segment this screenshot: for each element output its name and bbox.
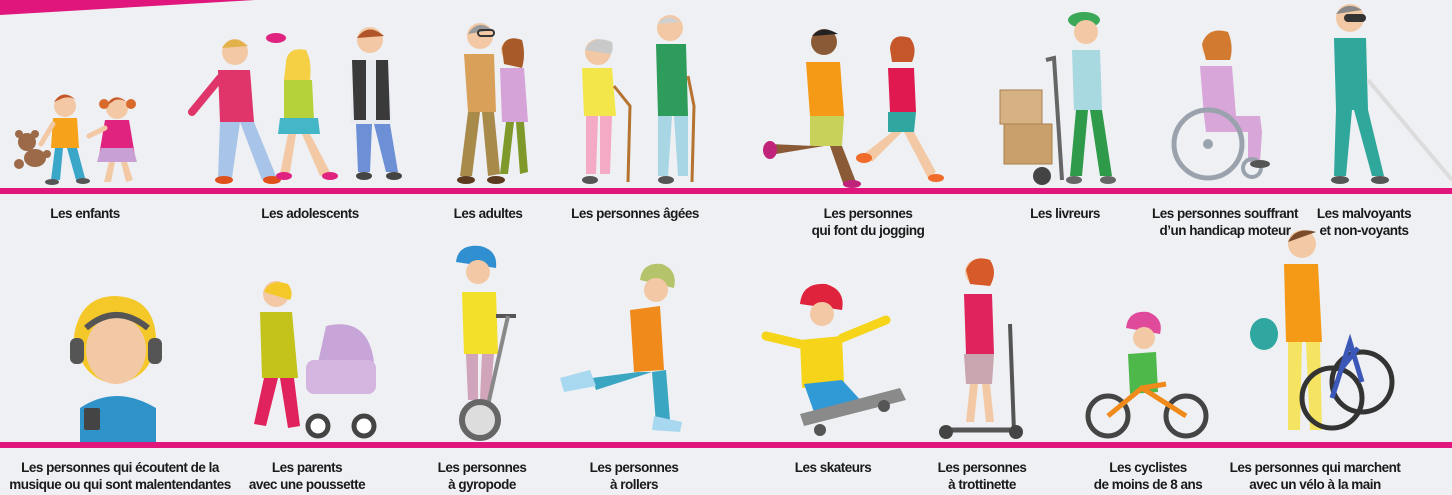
illustration-adults <box>448 14 538 188</box>
illustration-roller <box>550 260 710 442</box>
illustration-scooter <box>932 254 1032 442</box>
top-row-baseline <box>0 188 1452 194</box>
caption-adults: Les adultes <box>453 206 523 221</box>
illustration-visually-impaired <box>1310 0 1452 188</box>
caption-gyropod: Les personnes à gyropode <box>437 460 527 492</box>
caption-visually-impaired: Les malvoyants et non-voyants <box>1316 206 1412 238</box>
illustration-skater <box>760 280 910 442</box>
illustration-delivery <box>990 10 1130 188</box>
illustration-walking-bike <box>1246 222 1396 442</box>
caption-scooter: Les personnes à trottinette <box>937 460 1027 492</box>
caption-skater: Les skateurs <box>794 460 872 475</box>
illustration-joggers <box>760 22 960 188</box>
caption-delivery: Les livreurs <box>1030 206 1100 221</box>
bottom-row-baseline <box>0 442 1452 448</box>
caption-child-cyclist: Les cyclistes de moins de 8 ans <box>1093 460 1203 492</box>
caption-joggers: Les personnes qui font du jogging <box>811 206 925 238</box>
caption-teenagers: Les adolescents <box>261 206 359 221</box>
caption-headphones: Les personnes qui écoutent de la musique ou qui sont malentendantes <box>9 460 231 492</box>
illustration-children <box>5 70 165 190</box>
caption-children: Les enfants <box>50 206 120 221</box>
caption-roller: Les personnes à rollers <box>589 460 679 492</box>
illustration-teenagers <box>180 22 410 188</box>
illustration-child-cyclist <box>1082 306 1212 442</box>
illustration-stroller <box>236 276 386 442</box>
illustration-headphones <box>60 288 170 442</box>
illustration-elderly <box>570 6 705 188</box>
caption-walking-bike: Les personnes qui marchent avec un vélo à la main <box>1229 460 1401 492</box>
illustration-wheelchair <box>1160 16 1300 188</box>
caption-elderly: Les personnes âgées <box>571 206 699 221</box>
corner-accent <box>0 0 260 16</box>
caption-wheelchair: Les personnes souffrant d’un handicap moteur <box>1151 206 1299 238</box>
illustration-gyropod <box>440 244 530 442</box>
caption-stroller: Les parents avec une poussette <box>248 460 366 492</box>
